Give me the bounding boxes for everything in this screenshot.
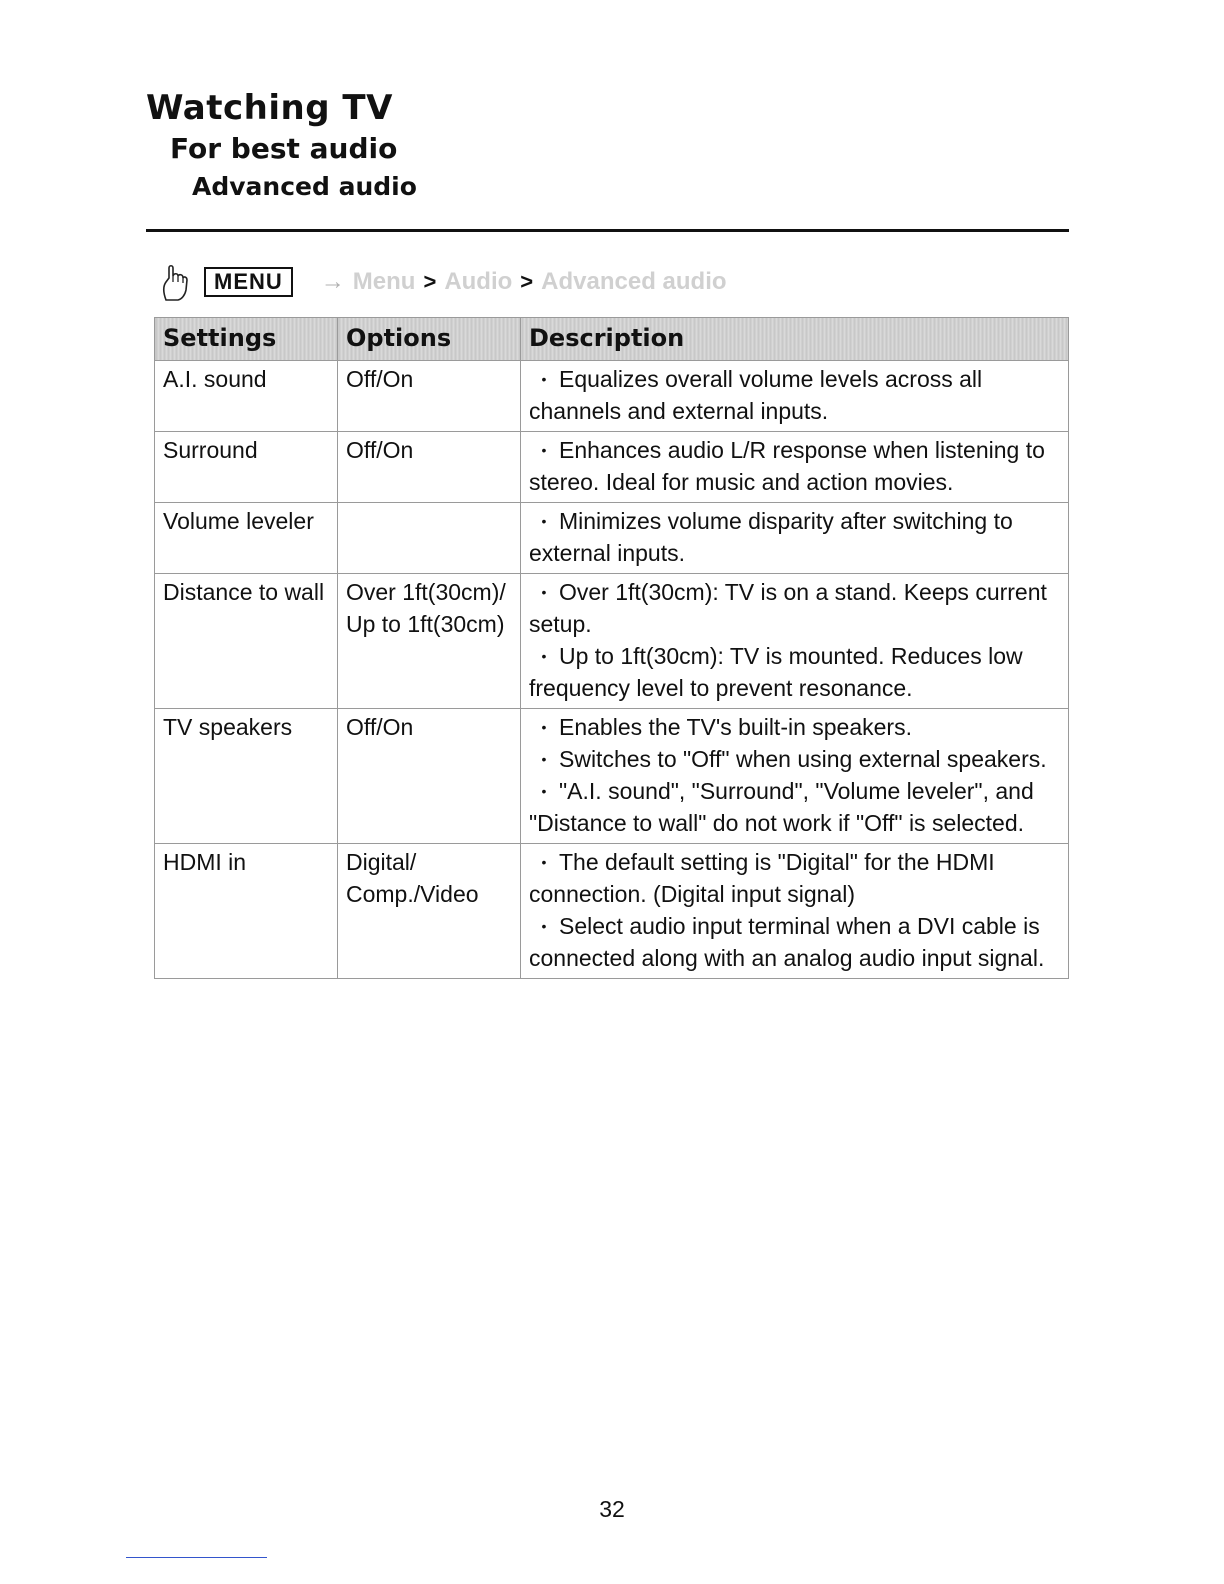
- description-item: • Select audio input terminal when a DVI cable is connected along with an analog audio input signal.: [529, 910, 1060, 974]
- setting-options: [338, 503, 521, 574]
- table-row: [155, 844, 1069, 979]
- breadcrumb-menu: Menu: [352, 268, 416, 295]
- menu-key: MENU: [204, 267, 293, 297]
- setting-description: [521, 503, 1069, 574]
- setting-name: HDMI in: [155, 844, 338, 979]
- setting-name: A.I. sound: [155, 361, 338, 432]
- setting-name: Surround: [155, 432, 338, 503]
- arrow-right-icon: →: [320, 268, 345, 295]
- breadcrumb-separator: >: [423, 269, 437, 294]
- header-options: Options: [338, 318, 521, 361]
- page-title: Watching TV: [146, 88, 393, 128]
- description-item: • Minimizes volume disparity after switching to external inputs.: [529, 505, 1060, 569]
- setting-options: Off/On: [338, 432, 521, 503]
- header-divider: [146, 229, 1069, 232]
- description-item: • Enhances audio L/R response when listening to stereo. Ideal for music and action movies.: [529, 434, 1060, 498]
- description-item: • Up to 1ft(30cm): TV is mounted. Reduces low frequency level to prevent resonance.: [529, 640, 1060, 704]
- section-title: Advanced audio: [192, 172, 417, 201]
- setting-description: [521, 432, 1069, 503]
- table-row: [155, 503, 1069, 574]
- table-row: [155, 574, 1069, 709]
- table-row: [155, 432, 1069, 503]
- description-item: • Enables the TV's built-in speakers.: [529, 711, 1060, 743]
- setting-description: [521, 844, 1069, 979]
- description-item: • Over 1ft(30cm): TV is on a stand. Keeps current setup.: [529, 576, 1060, 640]
- footer-divider: [126, 1557, 267, 1558]
- breadcrumb-advanced-audio: Advanced audio: [541, 268, 727, 295]
- setting-description: [521, 361, 1069, 432]
- hand-pointer-icon: [160, 262, 188, 302]
- header-description: Description: [521, 318, 1069, 361]
- breadcrumb-separator: >: [520, 269, 534, 294]
- table-header-row: [155, 318, 1069, 361]
- breadcrumb-audio: Audio: [444, 268, 513, 295]
- page-number: 32: [599, 1496, 625, 1522]
- menu-path: [160, 262, 727, 302]
- setting-name: Distance to wall: [155, 574, 338, 709]
- setting-name: Volume leveler: [155, 503, 338, 574]
- page-subtitle: For best audio: [170, 132, 398, 165]
- description-item: • "A.I. sound", "Surround", "Volume leveler", and "Distance to wall" do not work if "Off" is selected.: [529, 775, 1060, 839]
- setting-options: Off/On: [338, 361, 521, 432]
- setting-description: [521, 709, 1069, 844]
- header-settings: Settings: [155, 318, 338, 361]
- setting-options: Off/On: [338, 709, 521, 844]
- setting-description: [521, 574, 1069, 709]
- table-row: [155, 361, 1069, 432]
- setting-options: Over 1ft(30cm)/ Up to 1ft(30cm): [338, 574, 521, 709]
- description-item: • Switches to "Off" when using external speakers.: [529, 743, 1060, 775]
- description-item: • The default setting is "Digital" for the HDMI connection. (Digital input signal): [529, 846, 1060, 910]
- description-item: • Equalizes overall volume levels across all channels and external inputs.: [529, 363, 1060, 427]
- setting-name: TV speakers: [155, 709, 338, 844]
- settings-table: [154, 317, 1069, 979]
- setting-options: Digital/ Comp./Video: [338, 844, 521, 979]
- table-row: [155, 709, 1069, 844]
